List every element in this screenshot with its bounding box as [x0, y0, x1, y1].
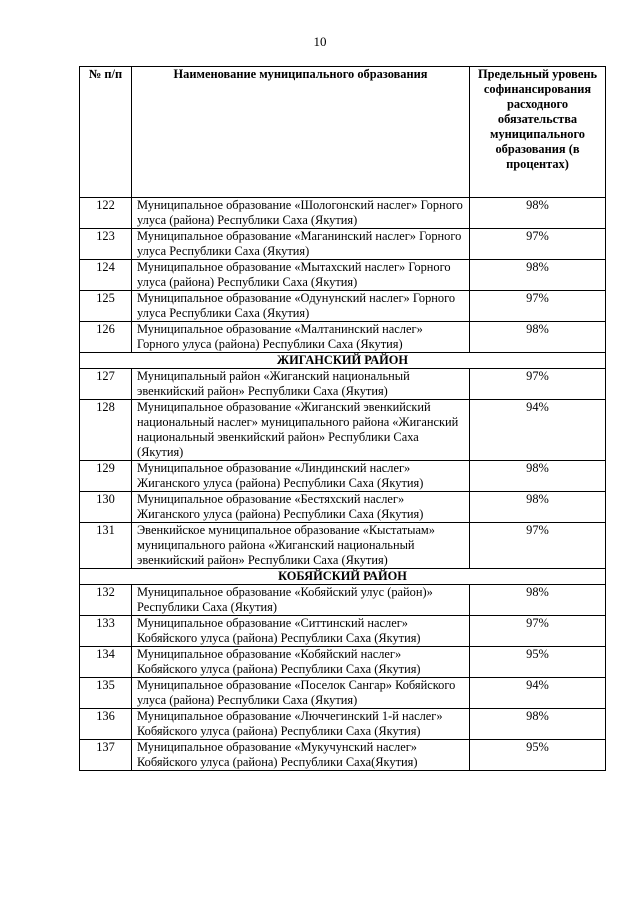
row-number: 134	[80, 647, 132, 678]
row-cofinancing-percent: 97%	[470, 291, 606, 322]
header-cofinancing-level: Предельный уровень софинансирования расходного обязательства муниципального образования (в процентах)	[470, 67, 606, 198]
table-row	[80, 585, 606, 616]
row-municipality-name: Муниципальное образование «Мытахский наслег» Горного улуса (района) Республики Саха (Якутия)	[132, 260, 470, 291]
row-municipality-name: Муниципальное образование «Малтанинский наслег» Горного улуса (района) Республики Саха (Якутия)	[132, 322, 470, 353]
row-municipality-name: Муниципальное образование «Жиганский эвенкийский национальный наслег» муниципального района «Жиганский национальный эвенкийский район» Республики Саха (Якутия)	[132, 400, 470, 461]
section-row	[80, 569, 606, 585]
table-row	[80, 291, 606, 322]
table-row	[80, 678, 606, 709]
row-municipality-name: Муниципальное образование «Поселок Сангар» Кобяйского улуса (района) Республики Саха (Якутия)	[132, 678, 470, 709]
row-number: 128	[80, 400, 132, 461]
row-cofinancing-percent: 94%	[470, 400, 606, 461]
section-heading: КОБЯЙСКИЙ РАЙОН	[80, 569, 606, 585]
row-municipality-name: Муниципальное образование «Кобяйский наслег» Кобяйского улуса (района) Республики Саха (Якутия)	[132, 647, 470, 678]
table-header-row	[80, 67, 606, 198]
row-cofinancing-percent: 98%	[470, 585, 606, 616]
row-cofinancing-percent: 97%	[470, 616, 606, 647]
row-municipality-name: Эвенкийское муниципальное образование «Кыстатыам» муниципального района «Жиганский национальный эвенкийский район» Республики Саха (Якутия)	[132, 523, 470, 569]
row-number: 125	[80, 291, 132, 322]
row-number: 130	[80, 492, 132, 523]
table-row	[80, 369, 606, 400]
table-row	[80, 229, 606, 260]
row-cofinancing-percent: 95%	[470, 647, 606, 678]
row-number: 123	[80, 229, 132, 260]
row-municipality-name: Муниципальное образование «Линдинский наслег» Жиганского улуса (района) Республики Саха (Якутия)	[132, 461, 470, 492]
row-municipality-name: Муниципальное образование «Одунунский наслег» Горного улуса Республики Саха (Якутия)	[132, 291, 470, 322]
row-municipality-name: Муниципальное образование «Ситтинский наслег» Кобяйского улуса (района) Республики Саха (Якутия)	[132, 616, 470, 647]
section-heading: ЖИГАНСКИЙ РАЙОН	[80, 353, 606, 369]
row-number: 135	[80, 678, 132, 709]
table-row	[80, 198, 606, 229]
header-number: № п/п	[80, 67, 132, 198]
table-row	[80, 492, 606, 523]
page-number: 10	[313, 34, 327, 49]
row-number: 122	[80, 198, 132, 229]
table-row	[80, 523, 606, 569]
table-row	[80, 616, 606, 647]
table-body	[80, 198, 606, 771]
row-number: 133	[80, 616, 132, 647]
row-number: 129	[80, 461, 132, 492]
row-cofinancing-percent: 98%	[470, 198, 606, 229]
table-row	[80, 400, 606, 461]
row-municipality-name: Муниципальное образование «Люччегинский 1-й наслег» Кобяйского улуса (района) Республики Саха (Якутия)	[132, 709, 470, 740]
row-cofinancing-percent: 97%	[470, 229, 606, 260]
row-number: 131	[80, 523, 132, 569]
table-row	[80, 322, 606, 353]
row-number: 126	[80, 322, 132, 353]
row-cofinancing-percent: 98%	[470, 260, 606, 291]
row-cofinancing-percent: 97%	[470, 369, 606, 400]
cofinancing-table	[79, 66, 606, 771]
row-number: 136	[80, 709, 132, 740]
table-row	[80, 647, 606, 678]
row-cofinancing-percent: 94%	[470, 678, 606, 709]
row-number: 137	[80, 740, 132, 771]
row-cofinancing-percent: 95%	[470, 740, 606, 771]
row-cofinancing-percent: 98%	[470, 322, 606, 353]
row-cofinancing-percent: 98%	[470, 709, 606, 740]
row-municipality-name: Муниципальное образование «Кобяйский улус (район)» Республики Саха (Якутия)	[132, 585, 470, 616]
row-cofinancing-percent: 98%	[470, 461, 606, 492]
row-municipality-name: Муниципальное образование «Мукучунский наслег» Кобяйского улуса (района) Республики Саха(Якутия)	[132, 740, 470, 771]
row-municipality-name: Муниципальное образование «Бестяхский наслег» Жиганского улуса (района) Республики Саха (Якутия)	[132, 492, 470, 523]
table-row	[80, 461, 606, 492]
table-row	[80, 709, 606, 740]
row-cofinancing-percent: 97%	[470, 523, 606, 569]
section-row	[80, 353, 606, 369]
row-cofinancing-percent: 98%	[470, 492, 606, 523]
row-municipality-name: Муниципальное образование «Шологонский наслег» Горного улуса (района) Республики Саха (Якутия)	[132, 198, 470, 229]
row-municipality-name: Муниципальный район «Жиганский национальный эвенкийский район» Республики Саха (Якутия)	[132, 369, 470, 400]
row-number: 124	[80, 260, 132, 291]
header-municipality-name: Наименование муниципального образования	[132, 67, 470, 198]
row-municipality-name: Муниципальное образование «Маганинский наслег» Горного улуса Республики Саха (Якутия)	[132, 229, 470, 260]
table-row	[80, 740, 606, 771]
table-row	[80, 260, 606, 291]
row-number: 127	[80, 369, 132, 400]
row-number: 132	[80, 585, 132, 616]
